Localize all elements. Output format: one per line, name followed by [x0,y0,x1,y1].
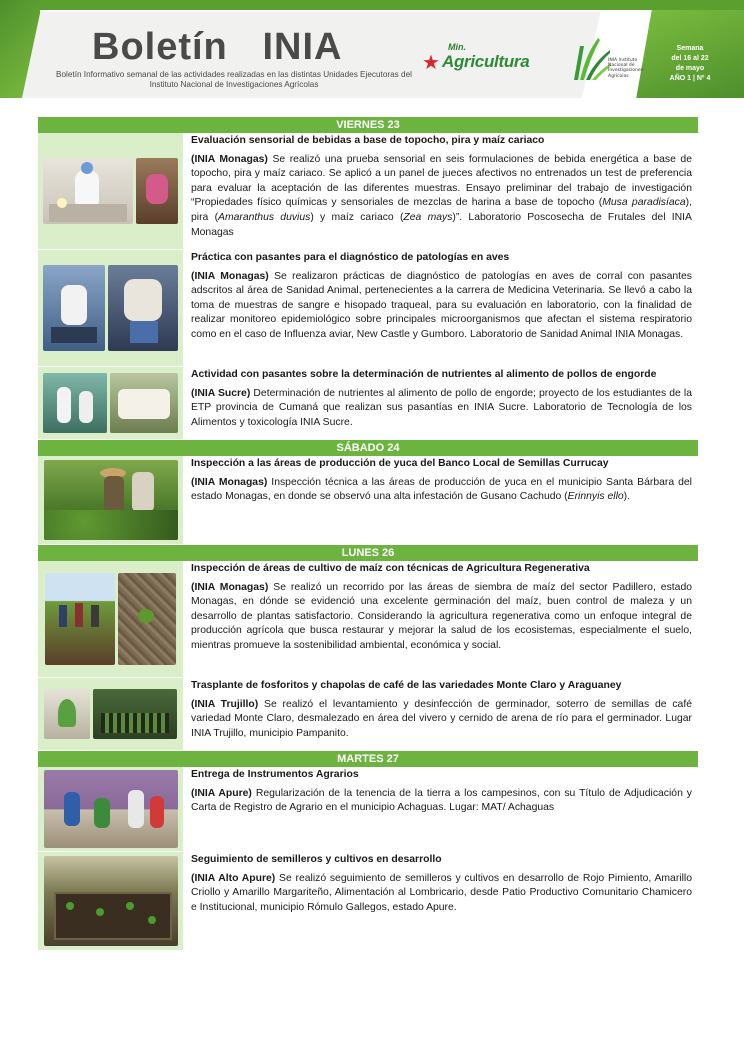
week-info [650,44,730,84]
week-month: de mayo [675,65,705,72]
activity-title: Inspección de áreas de cultivo de maíz con técnicas de Agricultura Regenerativa [191,563,590,574]
activity-description: (INIA Monagas) Se realizó un recorrido por las áreas de siembra de maíz del sector Padillero, estado Monagas, en dónde se evidenció una excelente germinación del maíz, buen control de maleza y un desarrollo de plantas satisfactorio. Considerando la agricultura regenerativa como un enfoque integral de producción agrícola que busca restaurar y mejorar la salud de los ecosistemas, especialmente el suelo, mientras promueve la sostenibilidad ambiental, económica y social. [191,581,692,651]
activity-text [183,678,698,750]
activity-photo [38,456,183,544]
unit-label: (INIA Alto Apure) [191,872,276,884]
activity-text [183,852,698,950]
ministry-logo [420,40,554,76]
ministry-prefix: Min. [448,42,466,52]
activity-description: (INIA Monagas) Se realizaron prácticas de diagnóstico de patologías en aves de corral con pasantes adscritos al área de Sanidad Animal, pertenecientes a la carrera de Medicina Veterinaria. Se llevó a cabo la toma de muestras de sangre e hisopado traqueal, para su evaluación en laboratorio, con la finalidad de realizar monitoreo epidemiológico sobre principales microorganismos que afectan el sistema respiratorio como en el caso de Influenza aviar, New Castle y Gumboro. Laboratorio de Sanidad Animal INIA Monagas. [191,270,692,340]
activity-entry [38,250,698,367]
week-range: del 16 al 22 [671,55,709,62]
unit-label: (INIA Trujillo) [191,698,259,710]
week-label: Semana [676,45,704,52]
unit-label: (INIA Monagas) [191,581,269,593]
issue-number: AÑO 1 | Nº 4 [669,75,711,82]
leaf-icon [572,32,612,82]
inia-logo-text: INIA Instituto Nacional de Investigaciones Agrícolas [608,58,644,79]
activity-photo [38,250,183,366]
star-icon: ★ [422,50,440,74]
activity-description: (INIA Apure) Regularización de la tenencia de la tierra a los campesinos, con su Título de Adjudicación y Carta de Registro de Agrario en el municipio Achaguas. Lugar: MAT/ Achaguas [191,787,693,814]
bulletin-content [38,117,698,951]
activity-title: Entrega de Instrumentos Agrarios [191,769,359,780]
activity-title: Evaluación sensorial de bebidas a base de topocho, pira y maíz cariaco [191,135,545,146]
unit-label: (INIA Monagas) [191,270,269,282]
inia-logo [572,32,644,88]
activity-photo [38,767,183,851]
activity-text [183,456,698,544]
activity-entry [38,367,698,440]
unit-label: (INIA Sucre) [191,387,251,399]
activity-title: Trasplante de fosforitos y chapolas de café de las variedades Monte Claro y Araguaney [191,680,622,691]
bulletin-title: Boletín INIA [92,26,343,68]
activity-entry [38,852,698,951]
ministry-name: Agricultura [442,52,530,71]
unit-label: (INIA Apure) [191,787,252,799]
activity-entry [38,133,698,250]
activity-photo [38,133,183,249]
activity-text [183,250,698,366]
activity-photo [38,367,183,439]
day-header: SÁBADO 24 [38,440,698,456]
activity-entry [38,678,698,751]
activity-title: Actividad con pasantes sobre la determinación de nutrientes al alimento de pollos de engorde [191,369,657,380]
header-top-stripe [0,0,744,10]
activity-text [183,367,698,439]
activity-description: (INIA Monagas) Se realizó una prueba sensorial en seis formulaciones de bebida energética a base de topocho, pira y maíz cariaco. Se aplicó a un panel de jueces afectivos no entrenados un test de preferencia para evaluar la aceptación de las diferentes muestras. Ensayo preliminar del trabajo de investigación “Propiedades físico químicas y sensoriales de mezclas de harina a base de topocho (Musa paradisíaca), pira (Amaranthus duvius) y maíz cariaco (Zea mays)”. Laboratorio Poscosecha de Frutales del INIA Monagas [191,153,693,238]
activity-description: (INIA Trujillo) Se realizó el levantamiento y desinfección de germinador, soterro de semillas de café variedad Monte Claro, desmalezado en área del vivero y cernido de arena de río para el germinador. Lugar INIA Trujillo, municipio Pampanito. [191,698,692,739]
bulletin-subtitle: Boletín Informativo semanal de las actividades realizadas en las distintas Unidades Ejecutoras del Instituto Nacional de Investigaciones Agrícolas [56,70,412,89]
activity-entry [38,456,698,545]
activity-description: (INIA Sucre) Determinación de nutrientes al alimento de pollo de engorde; proyecto de los estudiantes de la ETP provincia de Cumaná que realizan sus pasantías en INIA Sucre. Laboratorio de Tecnología de los Alimentos y toxicología INIA Sucre. [191,387,692,428]
activity-text [183,561,698,677]
day-header: MARTES 27 [38,751,698,767]
activity-text [183,133,698,249]
activity-entry [38,561,698,678]
activity-photo [38,678,183,750]
activity-description: (INIA Monagas) Inspección técnica a las áreas de producción de yuca en el municipio Santa Bárbara del estado Monagas, en donde se observó una alta infestación de Gusano Cachudo (Erinnyis ello). [191,476,692,503]
activity-photo [38,852,183,950]
day-header: LUNES 26 [38,545,698,561]
activity-text [183,767,698,851]
activity-entry [38,767,698,852]
unit-label: (INIA Monagas) [191,476,268,488]
day-header: VIERNES 23 [38,117,698,133]
activity-title: Inspección a las áreas de producción de yuca del Banco Local de Semillas Currucay [191,458,609,469]
unit-label: (INIA Monagas) [191,153,268,165]
activity-title: Seguimiento de semilleros y cultivos en desarrollo [191,854,442,865]
activity-description: (INIA Alto Apure) Se realizó seguimiento de semilleros y cultivos en desarrollo de Rojo Pimiento, Amarillo Criollo y Amarillo Margariteño, Alimentación al Lombricario, desde Patio Productivo Comunitario Chamicero e Institucional, municipio Rómulo Gallegos, estado Apure. [191,872,692,913]
activity-photo [38,561,183,677]
activity-title: Práctica con pasantes para el diagnóstico de patologías en aves [191,252,510,263]
